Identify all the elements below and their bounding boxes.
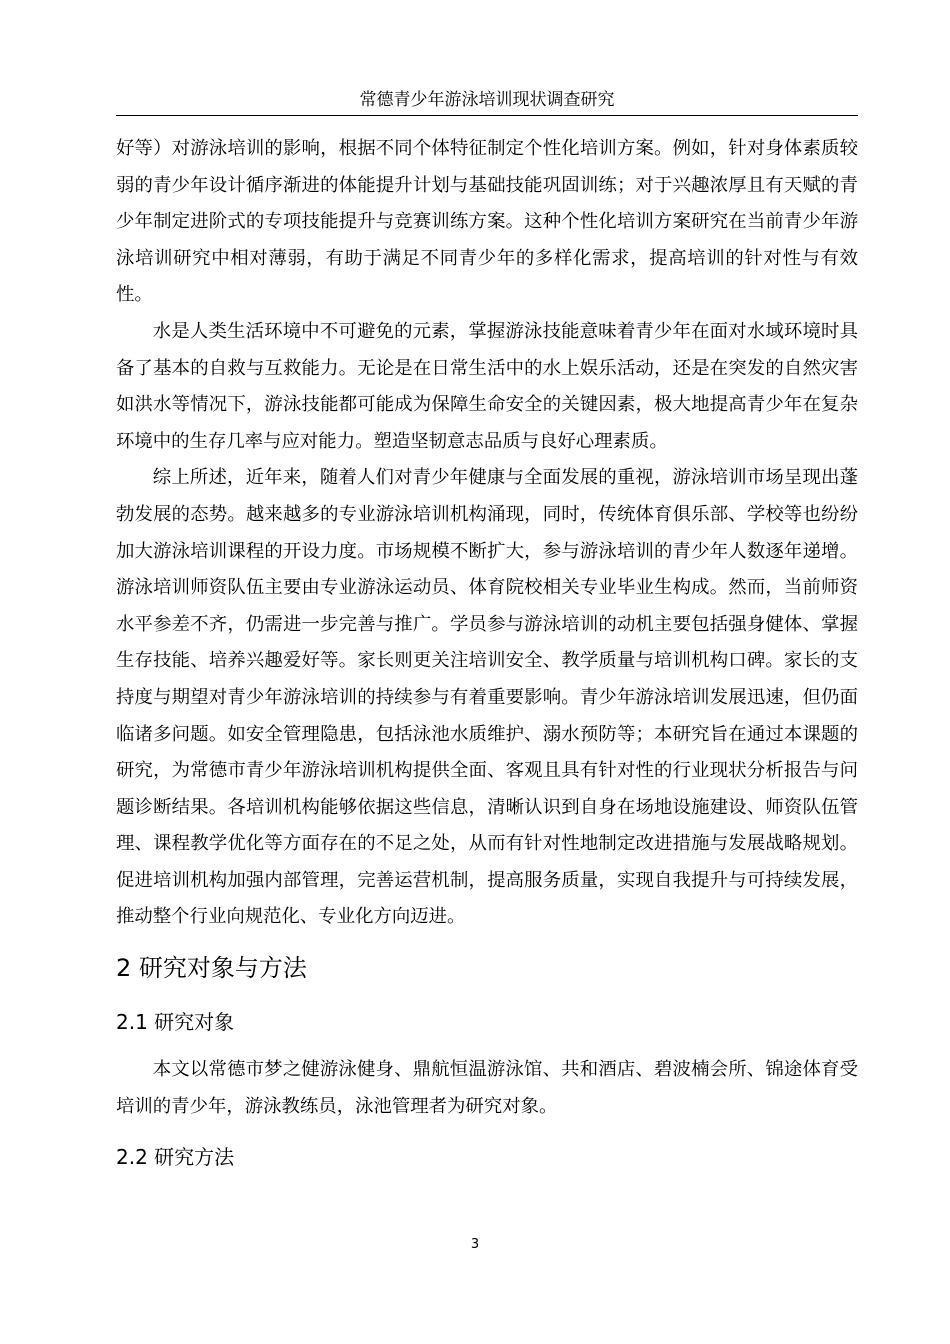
page-number: 3 bbox=[470, 1237, 480, 1252]
subsection-heading-objects: 2.1 研究对象 bbox=[116, 1010, 235, 1035]
paragraph-water-skills: 水是人类生活环境中不可避免的元素，掌握游泳技能意味着青少年在面对水域环境时具备了基本的自救与互救能力。无论是在日常生活中的水上娱乐活动，还是在突发的自然灾害如洪水等情况下，游泳技能都可能成为保障生命安全的关键因素，极大地提高青少年在复杂环境中的生存几率与应对能力。塑造坚韧意志品质与良好心理素质。 bbox=[116, 320, 858, 452]
paragraph-summary: 综上所述，近年来，随着人们对青少年健康与全面发展的重视，游泳培训市场呈现出蓬勃发展的态势。越来越多的专业游泳培训机构涌现，同时，传统体育俱乐部、学校等也纷纷加大游泳培训课程的开设力度。市场规模不断扩大，参与游泳培训的青少年人数逐年递增。游泳培训师资队伍主要由专业游泳运动员、体育院校相关专业毕业生构成。然而，当前师资水平参差不齐，仍需进一步完善与推广。学员参与游泳培训的动机主要包括强身健体、掌握生存技能、培养兴趣爱好等。家长则更关注培训安全、教学质量与培训机构口碑。家长的支持度与期望对青少年游泳培训的持续参与有着重要影响。青少年游泳培训发展迅速，但仍面临诸多问题。如安全管理隐患，包括泳池水质维护、溺水预防等；本研究旨在通过本课题的研究，为常德市青少年游泳培训机构提供全面、客观且具有针对性的行业现状分析报告与问题诊断结果。各培训机构能够依据这些信息，清晰认识到自身在场地设施建设、师资队伍管理、课程教学优化等方面存在的不足之处，从而有针对性地制定改进措施与发展战略规划。促进培训机构加强内部管理，完善运营机制，提高服务质量，实现自我提升与可持续发展，推动整个行业向规范化、专业化方向迈进。 bbox=[116, 467, 858, 928]
subsection-heading-methods: 2.2 研究方法 bbox=[116, 1145, 235, 1170]
running-header: 常德青少年游泳培训现状调查研究 bbox=[359, 90, 615, 110]
header-rule bbox=[116, 115, 858, 116]
paragraph-continued: 好等）对游泳培训的影响，根据不同个体特征制定个性化培训方案。例如，针对身体素质较弱的青少年设计循序渐进的体能提升计划与基础技能巩固训练；对于兴趣浓厚且有天赋的青少年制定进阶式的专项技能提升与竞赛训练方案。这种个性化培训方案研究在当前青少年游泳培训研究中相对薄弱，有助于满足不同青少年的多样化需求，提高培训的针对性与有效性。 bbox=[116, 138, 858, 306]
section-heading: 2 研究对象与方法 bbox=[116, 954, 307, 983]
document-body bbox=[116, 131, 858, 1175]
paragraph-research-objects: 本文以常德市梦之健游泳健身、鼎航恒温游泳馆、共和酒店、碧波楠会所、锦途体育受培训的青少年，游泳教练员，泳池管理者为研究对象。 bbox=[116, 1059, 858, 1117]
